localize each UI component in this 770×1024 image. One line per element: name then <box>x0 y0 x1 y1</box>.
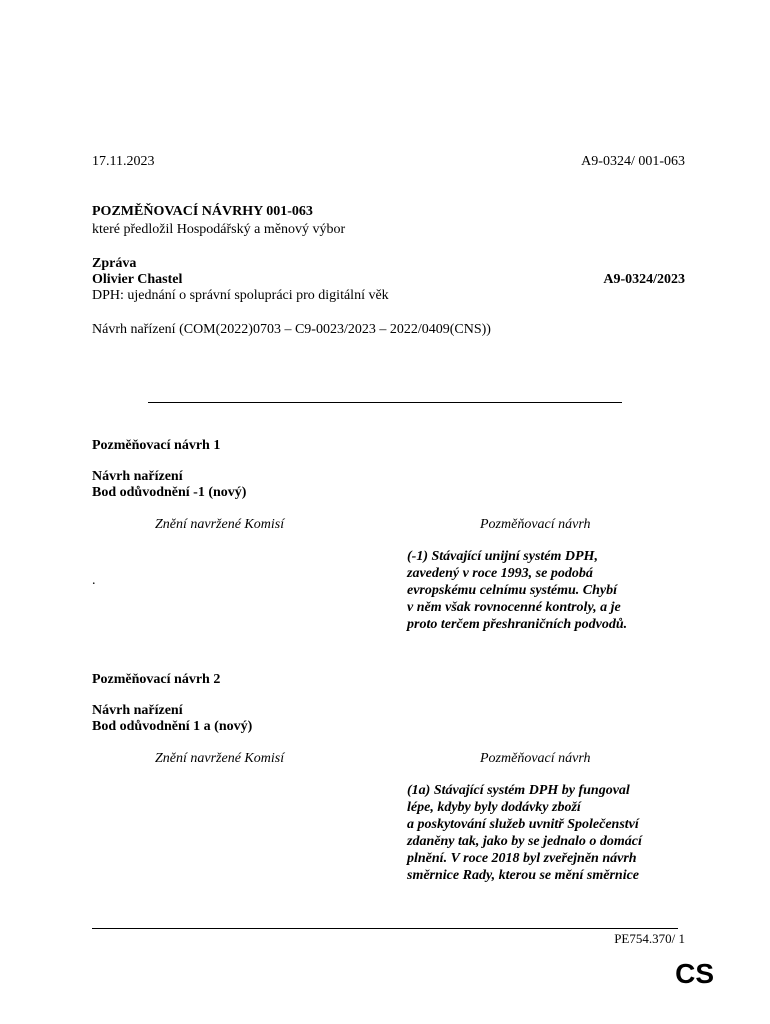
amendment-recital: Bod odůvodnění 1 a (nový) <box>92 719 253 734</box>
amendment-text-cell <box>407 782 642 884</box>
amendment-heading: Pozměňovací návrh 1 <box>92 438 221 453</box>
amendment-text-line: (-1) Stávající unijní systém DPH, <box>407 549 598 564</box>
amendment-text-cell <box>407 548 627 633</box>
amendment-text-line: v něm však rovnocenné kontroly, a je <box>407 600 621 615</box>
submitted-by: které předložil Hospodářský a měnový výbor <box>92 222 346 237</box>
report-subject: DPH: ujednání o správní spolupráci pro digitální věk <box>92 288 389 303</box>
language-code: CS <box>675 958 714 989</box>
page-reference: PE754.370/ 1 <box>614 931 685 946</box>
amendment-text-line: lépe, kdyby byly dodávky zboží <box>407 800 581 815</box>
amendment-text-line: (1a) Stávající systém DPH by fungoval <box>407 783 630 798</box>
report-reference: A9-0324/2023 <box>603 272 685 287</box>
proposal-reference: Návrh nařízení (COM(2022)0703 – C9-0023/2023 – 2022/0409(CNS)) <box>92 322 491 337</box>
amendment-recital: Bod odůvodnění -1 (nový) <box>92 485 247 500</box>
report-label: Zpráva <box>92 256 137 271</box>
document-date: 17.11.2023 <box>92 154 155 169</box>
commission-text-cell: . <box>92 573 96 588</box>
column-header-amendment: Pozměňovací návrh <box>480 517 591 532</box>
section-divider <box>148 402 622 403</box>
amendment-text-line: zdaněny tak, jako by se jednalo o domácí <box>407 834 642 849</box>
document-title: POZMĚŇOVACÍ NÁVRHY 001-063 <box>92 204 313 219</box>
amendment-heading: Pozměňovací návrh 2 <box>92 672 221 687</box>
amendment-subheading: Návrh nařízení <box>92 703 183 718</box>
column-header-commission-text: Znění navržené Komisí <box>155 517 285 532</box>
footer-divider <box>92 928 678 929</box>
amendment-text-line: evropskému celnímu systému. Chybí <box>407 583 617 598</box>
amendment-text-line: a poskytování služeb uvnitř Společenství <box>407 817 639 832</box>
amendment-text-line: směrnice Rady, kterou se mění směrnice <box>407 868 640 883</box>
rapporteur-name: Olivier Chastel <box>92 272 183 287</box>
amendment-text-line: zavedený v roce 1993, se podobá <box>407 566 593 581</box>
amendment-text-line: plnění. V roce 2018 byl zveřejněn návrh <box>407 851 637 866</box>
column-header-commission-text: Znění navržené Komisí <box>155 751 285 766</box>
column-header-amendment: Pozměňovací návrh <box>480 751 591 766</box>
amendment-subheading: Návrh nařízení <box>92 469 183 484</box>
amendment-text-line: proto terčem přeshraničních podvodů. <box>407 617 628 632</box>
document-reference: A9-0324/ 001-063 <box>581 154 685 169</box>
